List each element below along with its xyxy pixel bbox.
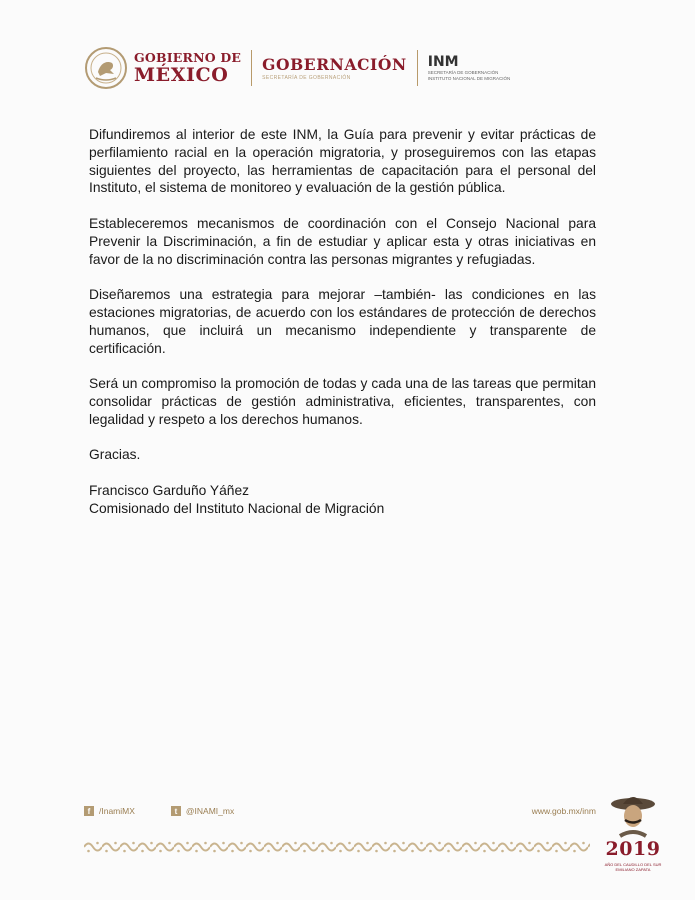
paragraph-4: Será un compromiso la promoción de todas y cada una de las tareas que permitan consolidar prácticas de gestión administrativa, eficientes, transparentes, con legalidad y respeto a los derechos humanos.	[89, 376, 596, 427]
badge-sub1: AÑO DEL CAUDILLO DEL SUR	[604, 862, 662, 867]
twitter-icon: t	[171, 806, 181, 816]
facebook-icon: f	[84, 806, 94, 816]
gobierno-de-mexico-logo	[134, 51, 241, 85]
decorative-border-pattern	[84, 839, 590, 855]
gobernacion-logo	[262, 56, 407, 81]
website-link[interactable]: www.gob.mx/inm	[531, 806, 596, 816]
badge-subtitle	[600, 862, 666, 872]
badge-year: 2019	[605, 838, 661, 860]
facebook-handle: /InamiMX	[99, 806, 135, 816]
gob-line1: GOBIERNO DE	[134, 50, 242, 65]
inm-sub1: SECRETARÍA DE GOBERNACIÓN	[427, 70, 499, 75]
paragraph-1: Difundiremos al interior de este INM, la Guía para prevenir y evitar prácticas de perfilamiento racial en la operación migratoria, y proseguiremos con las etapas siguientes del proyecto, las herramientas de capacitación para el personal del Instituto, el sistema de monitoreo y evaluación de la gestión pública.	[89, 127, 596, 196]
paragraph-3: Diseñaremos una estrategia para mejorar –también- las condiciones en las estaciones migratorias, de acuerdo con los estándares de protección de derechos humanos, que incluirá un mecanismo independiente y transparente de certificación.	[89, 287, 596, 356]
signer-title: Comisionado del Instituto Nacional de Migración	[89, 500, 385, 516]
inm-logo	[428, 54, 511, 82]
gobernacion-title: GOBERNACIÓN	[262, 54, 407, 74]
twitter-handle: @INAMI_mx	[185, 806, 235, 816]
letterhead	[84, 44, 510, 92]
inm-sub2: INSTITUTO NACIONAL DE MIGRACIÓN	[427, 76, 511, 81]
mexico-seal-icon	[84, 46, 128, 90]
facebook-link[interactable]	[84, 806, 135, 816]
divider	[417, 50, 418, 86]
signer-name: Francisco Garduño Yáñez	[89, 482, 250, 498]
inm-logo-text: INM	[427, 54, 459, 70]
twitter-link[interactable]	[171, 806, 234, 816]
footer	[84, 806, 596, 816]
closing: Gracias.	[89, 447, 141, 463]
gobernacion-subtitle: SECRETARÍA DE GOBERNACIÓN	[262, 74, 351, 81]
gob-line2: MÉXICO	[134, 64, 229, 86]
letter-body	[89, 126, 596, 518]
divider	[251, 50, 252, 86]
paragraph-2: Estableceremos mecanismos de coordinación con el Consejo Nacional para Prevenir la Discriminación, a fin de estudiar y aplicar esta y otras iniciativas en favor de la no discriminación contra las personas migrantes y refugiadas.	[89, 215, 596, 267]
badge-sub2: EMILIANO ZAPATA	[615, 867, 651, 872]
